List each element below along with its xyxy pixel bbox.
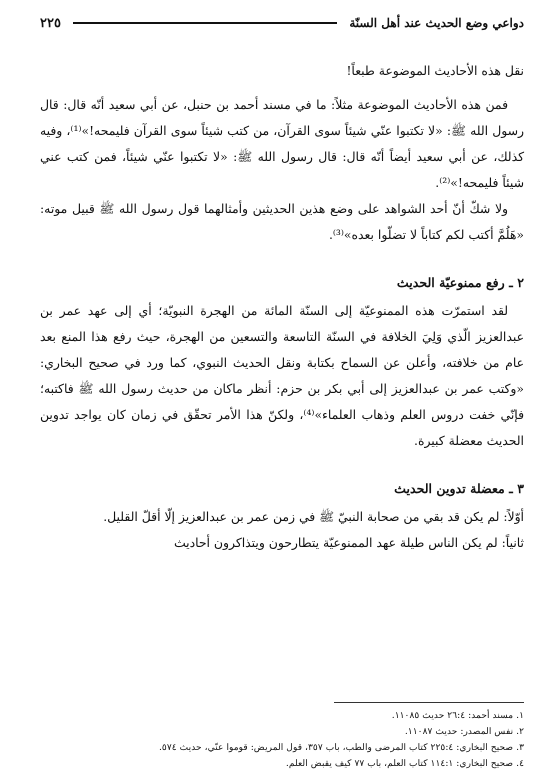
paragraph-6: ثانياً: لم يكن الناس طيلة عهد الممنوعيّة يتطارحون ويتذاكرون أحاديث xyxy=(173,535,524,550)
page-number: ٢٢٥ xyxy=(40,15,61,31)
footnote-2: ٢. نفس المصدر: حديث ١١٠٨٧. xyxy=(404,726,524,737)
footnotes xyxy=(40,708,524,772)
header-title: دواعي وضع الحديث عند أهل السنّة xyxy=(349,16,524,30)
paragraph-2: فمن هذه الأحاديث الموضوعة مثلاً: ما في مسند أحمد بن حنبل، عن أبي سعيد أنّه قال: قال رسول الله ﷺ: «لا تكتبوا عنّي شيئاً سوى القرآن، من كتب شيئاً سوى القرآن فليمحه!»⁽¹⁾، وفيه كذلك، عن أبي سعيد أيضاً أنّه قال: قال رسول الله ﷺ: «لا تكتبوا عنّي شيئاً، فمن كتب عني شيئاً فليمحه!»⁽²⁾. xyxy=(40,97,524,190)
section-2-title: ٢ ـ رفع ممنوعيّة الحديث xyxy=(396,275,524,290)
running-header xyxy=(40,12,524,34)
section-3-title: ٣ ـ معضلة تدوين الحديث xyxy=(394,481,524,496)
paragraph-5: أوّلاً: لم يكن قد بقي من صحابة النبيّ ﷺ في زمن عمر بن عبدالعزيز إلّا أقلّ القليل. xyxy=(103,509,524,524)
paragraph-3: ولا شكّ أنّ أحد الشواهد على وضع هذين الحديثين وأمثالهما قول رسول الله ﷺ قبيل موته: «هَلُمَّ أكتب لكم كتاباً لا تضلّوا بعده»⁽³⁾. xyxy=(40,201,524,242)
page-body xyxy=(40,58,524,556)
footnote-3: ٣. صحيح البخاري: ٢٢٥:٤ كتاب المرضى والطب، باب ٣٥٧، قول المريض: قوموا عنّي، حديث ٥٧٤. xyxy=(158,742,524,753)
footnote-4: ٤. صحيح البخاري: ١١٤:١ كتاب العلم، باب ٧٧ كيف يقبض العلم. xyxy=(285,758,524,769)
paragraph-4: لقد استمرّت هذه الممنوعيّة إلى السنّة المائة من الهجرة النبويّة؛ أي إلى عهد عمر بن عبدالعزيز الّذي وَلِيَ الخلافة في السنّة التاسعة والتسعين من الهجرة، حيث رفع هذا المنع بعد عام من خلافته، وأعلن عن السماح بكتابة ونقل الحديث النبوي، كما ورد في صحيح البخاري: «وكتب عمر بن عبدالعزيز إلى أبي بكر بن حزم: أنظر ماكان من حديث رسول الله ﷺ فاكتبه؛ فإنّي خفت دروس العلم وذهاب العلماء»⁽⁴⁾، ولكنّ هذا الأمر تحقّق في زمان كان يواجد تدوين الحديث معضلة كبيرة. xyxy=(40,303,525,448)
header-rule xyxy=(73,22,337,24)
paragraph-1: نقل هذه الأحاديث الموضوعة طبعاً! xyxy=(346,63,524,78)
footnote-1: ١. مسند أحمد: ٢٦:٤ حديث ١١٠٨٥. xyxy=(391,710,524,721)
footnote-separator xyxy=(334,702,524,703)
